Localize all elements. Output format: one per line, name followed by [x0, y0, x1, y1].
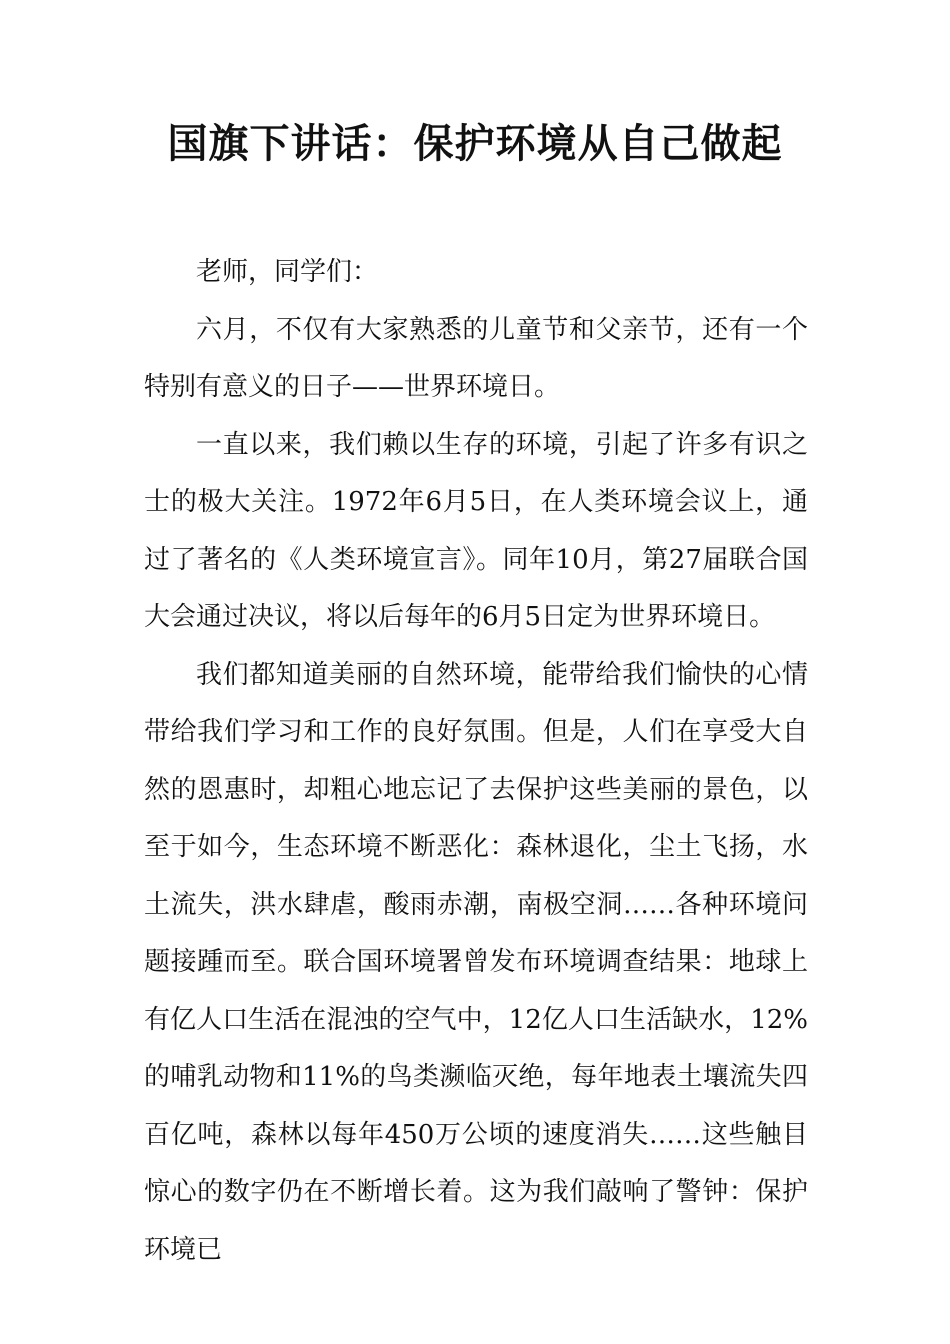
salutation: 老师，同学们：: [196, 257, 379, 287]
paragraph-environment-problems: 我们都知道美丽的自然环境，能带给我们愉快的心情带给我们学习和工作的良好氛围。但是，人们在享受大自然的恩惠时，却粗心地忘记了去保护这些美丽的景色，以至于如今，生态环境不断恶化：森林退化，尘土飞扬，水土流失，洪水肆虐，酸雨赤潮，南极空洞……各种环境问题接踵而至。联合国环境署曾发布环境调查结果：地球上有亿人口生活在混浊的空气中，12亿人口生活缺水，12%的哺乳动物和11%的鸟类濒临灭绝，每年地表土壤流失四百亿吨，森林以每年450万公顷的速度消失……这些触目惊心的数字仍在不断增长着。这为我们敲响了警钟：保护环境已: [144, 659, 808, 1265]
document-body: [144, 244, 808, 1279]
document-title: 国旗下讲话：保护环境从自己做起: [167, 120, 783, 167]
paragraph-environment-day: 六月，不仅有大家熟悉的儿童节和父亲节，还有一个特别有意义的日子——世界环境日。: [144, 314, 808, 402]
paragraph-history: 一直以来，我们赖以生存的环境，引起了许多有识之士的极大关注。1972年6月5日，在人类环境会议上，通过了著名的《人类环境宣言》。同年10月，第27届联合国大会通过决议，将以后每年的6月5日定为世界环境日。: [144, 429, 808, 632]
